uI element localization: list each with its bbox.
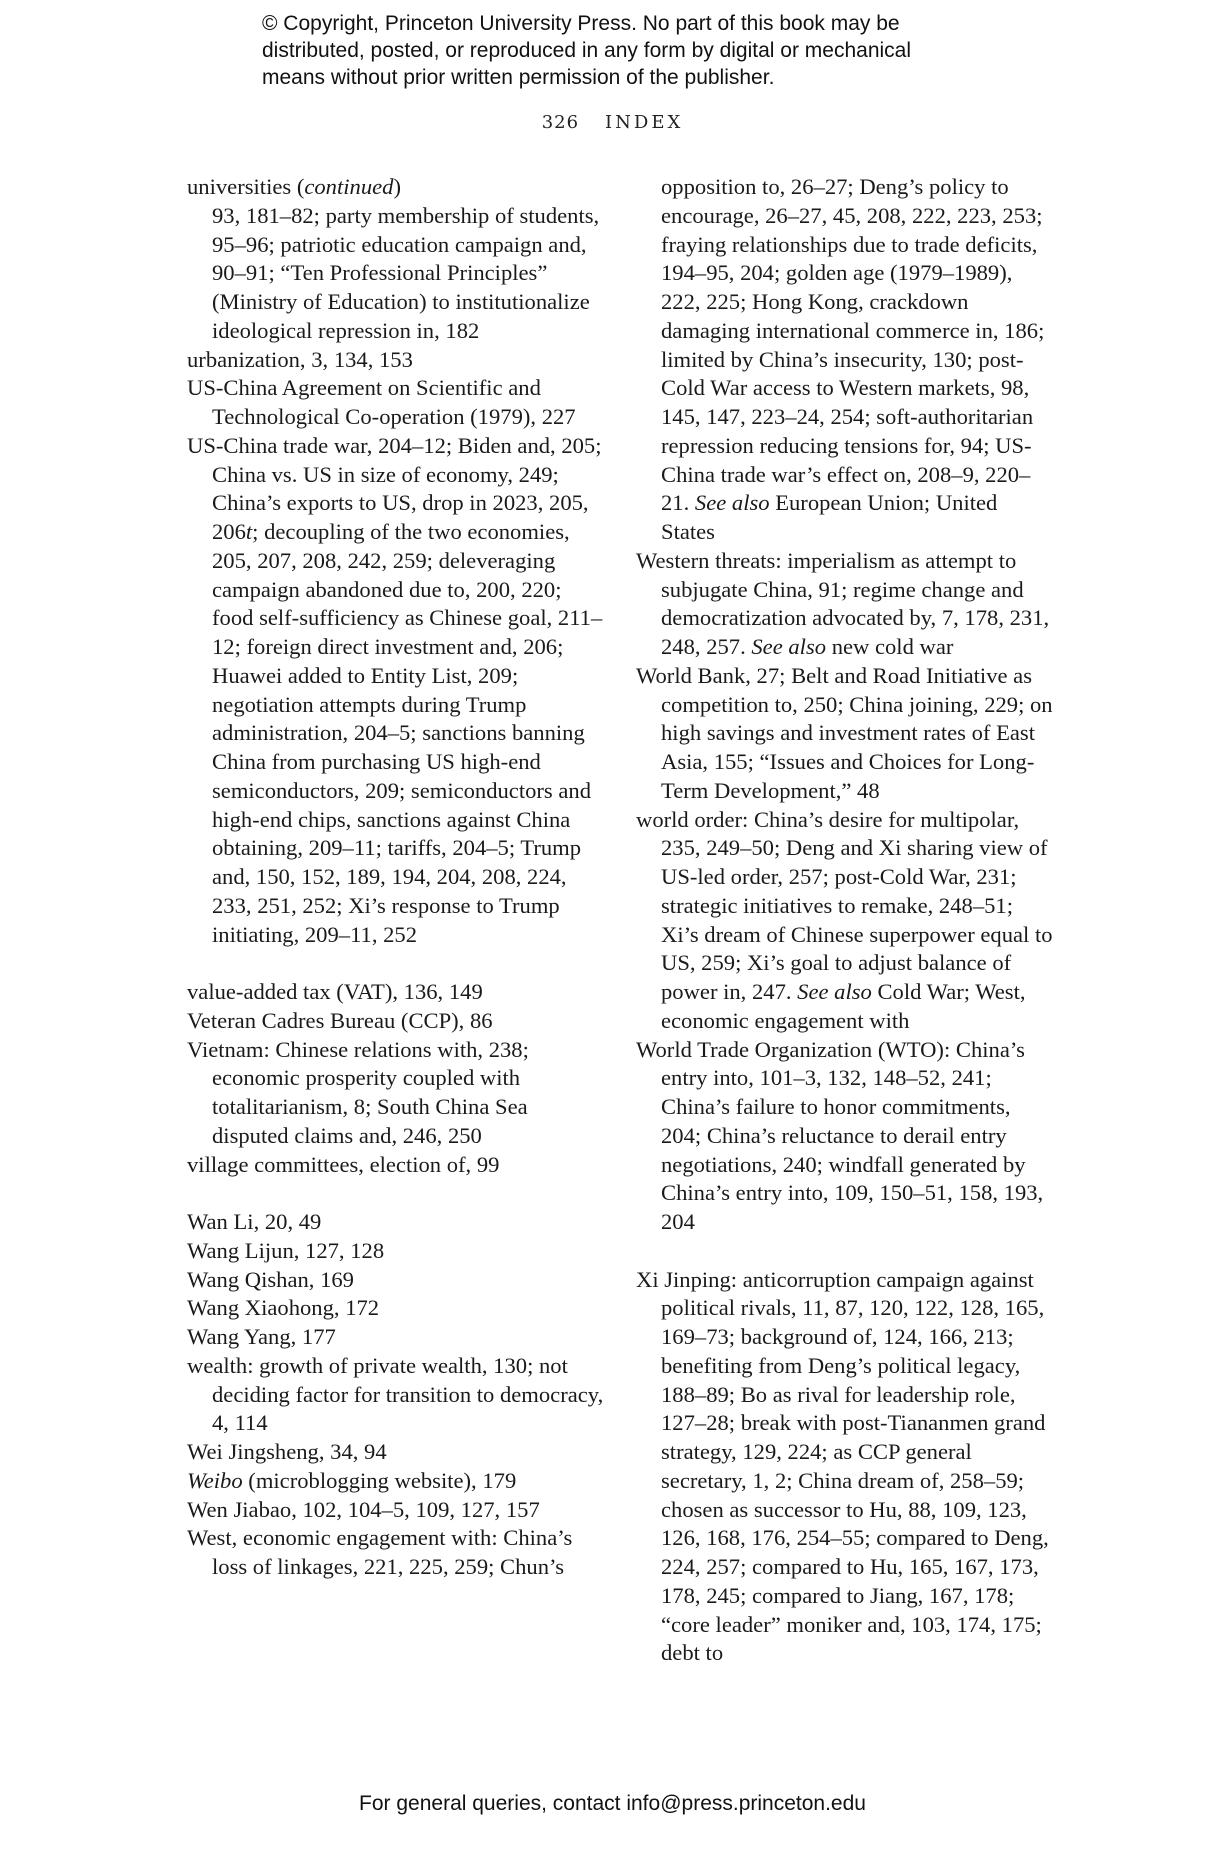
index-entry: value-added tax (VAT), 136, 149	[187, 979, 483, 1004]
section-title: INDEX	[605, 112, 684, 133]
index-column-left	[187, 173, 607, 1582]
index-entry: World Trade Organization (WTO): China’s entry into, 101–3, 132, 148–52, 241; China’s failure to honor commitments, 204; China’s reluctance to derail entry negotiations, 240; windfall generated by China’s entry into, 109, 150–51, 158, 193, 204	[636, 1036, 1044, 1234]
index-entry: Wei Jingsheng, 34, 94	[187, 1439, 387, 1464]
continued-label: continued	[304, 174, 394, 199]
entry-heading: universities (	[187, 174, 305, 199]
copyright-line: means without prior written permission of the publisher.	[262, 66, 775, 89]
entry-text: Cold War; West, economic engagement with	[661, 979, 1026, 1033]
index-entry	[636, 806, 1056, 1036]
entry-text: world order: China’s desire for multipolar, 235, 249–50; Deng and Xi sharing view of US-led order, 257; post-Cold War, 231; strategic initiatives to remake, 248–51; Xi’s dream of Chinese superpower equal to US, 259; Xi’s goal to adjust balance of power in, 247.	[636, 806, 1053, 1004]
index-entry: Vietnam: Chinese relations with, 238; economic prosperity coupled with totalitarianism, 8; South China Sea disputed claims and, 246, 250	[187, 1036, 529, 1148]
index-entry: Xi Jinping: anticorruption campaign against political rivals, 11, 87, 120, 122, 128, 165, 169–73; background of, 124, 166, 213; benefiting from Deng’s political legacy, 188–89; Bo as rival for leadership role, 127–28; break with post-Tiananmen grand strategy, 129, 224; as CCP general secretary, 1, 2; China dream of, 258–59; chosen as successor to Hu, 88, 109, 123, 126, 168, 176, 254–55; compared to Deng, 224, 257; compared to Hu, 165, 167, 173, 178, 245; compared to Jiang, 167, 178; “core leader” moniker and, 103, 174, 175; debt to	[636, 1266, 1049, 1666]
index-entry: urbanization, 3, 134, 153	[187, 346, 413, 372]
page-number: 326	[541, 112, 580, 133]
see-also-label: See also	[694, 490, 770, 516]
index-entry	[187, 1467, 607, 1496]
see-also-label: See also	[797, 979, 872, 1004]
copyright-line: © Copyright, Princeton University Press. No part of this book may be	[262, 12, 900, 35]
index-entry: Wang Xiaohong, 172	[187, 1295, 380, 1321]
table-marker: t	[245, 519, 253, 544]
index-entry-continued	[187, 173, 607, 202]
index-entry: Wen Jiabao, 102, 104–5, 109, 127, 157	[187, 1496, 540, 1522]
running-head	[0, 112, 1225, 133]
index-entry: Wang Lijun, 127, 128	[187, 1237, 385, 1263]
letter-gap	[636, 1237, 1056, 1266]
letter-gap	[187, 1179, 607, 1208]
copyright-notice	[262, 10, 982, 91]
entry-text: US-China trade war, 204–12; Biden and, 205; China vs. US in size of economy, 249; China’s exports to US, drop in 2023, 205, 206	[187, 432, 602, 544]
entry-text: (microblogging website), 179	[242, 1467, 517, 1493]
index-entry	[636, 547, 1056, 662]
letter-gap	[187, 949, 607, 978]
index-entry	[187, 432, 607, 950]
index-entry: World Bank, 27; Belt and Road Initiative as competition to, 250; China joining, 229; on high savings and investment rates of East Asia, 155; “Issues and Choices for Long-Term Development,” 48	[636, 662, 1053, 803]
index-entry-body: 93, 181–82; party membership of students, 95–96; patriotic education campaign and, 90–91; “Ten Professional Principles” (Ministry of Education) to institutionalize ideological repression in, 182	[212, 202, 600, 343]
copyright-line: distributed, posted, or reproduced in any form by digital or mechanical	[262, 39, 912, 62]
entry-text: European Union; United States	[661, 490, 998, 544]
entry-punct: )	[393, 174, 401, 199]
entry-text: ; decoupling of the two economies, 205, 207, 208, 242, 259; deleveraging campaign abandoned due to, 200, 220; food self-sufficiency as Chinese goal, 211–12; foreign direct investment and, 206; Huawei added to Entity List, 209; negotiation attempts during Trump administration, 204–5; sanctions banning China from purchasing US high-end semiconductors, 209; semiconductors and high-end chips, sanctions against China obtaining, 209–11; tariffs, 204–5; Trump and, 150, 152, 189, 194, 204, 208, 224, 233, 251, 252; Xi’s response to Trump initiating, 209–11, 252	[212, 519, 603, 947]
entry-text: opposition to, 26–27; Deng’s policy to encourage, 26–27, 45, 208, 222, 223, 253; fraying relationships due to trade deficits, 194–95, 204; golden age (1979–1989), 222, 225; Hong Kong, crackdown damaging international commerce in, 186; limited by China’s insecurity, 130; post-Cold War access to Western markets, 98, 145, 147, 223–24, 254; soft-authoritarian repression reducing tensions for, 94; US-China trade war’s effect on, 208–9, 220–21.	[661, 174, 1045, 516]
entry-title-italic: Weibo	[187, 1467, 243, 1493]
index-entry: Veteran Cadres Bureau (CCP), 86	[187, 1007, 493, 1033]
index-entry: Wang Yang, 177	[187, 1324, 336, 1349]
entry-text: Western threats: imperialism as attempt to subjugate China, 91; regime change and democratization advocated by, 7, 178, 231, 248, 257.	[636, 547, 1050, 659]
index-entry-body	[636, 173, 1056, 547]
index-entry: Wan Li, 20, 49	[187, 1209, 322, 1234]
entry-text: new cold war	[826, 634, 954, 659]
index-entry: Wang Qishan, 169	[187, 1266, 354, 1292]
index-entry: wealth: growth of private wealth, 130; not deciding factor for transition to democracy, 4, 114	[187, 1352, 604, 1436]
see-also-label: See also	[751, 634, 827, 659]
footer-contact: For general queries, contact info@press.princeton.edu	[359, 1792, 866, 1815]
index-entry: West, economic engagement with: China’s loss of linkages, 221, 225, 259; Chun’s	[187, 1525, 573, 1579]
index-entry: US-China Agreement on Scientific and Technological Co-operation (1979), 227	[187, 375, 576, 429]
index-entry: village committees, election of, 99	[187, 1151, 500, 1177]
index-column-right	[636, 173, 1056, 1668]
